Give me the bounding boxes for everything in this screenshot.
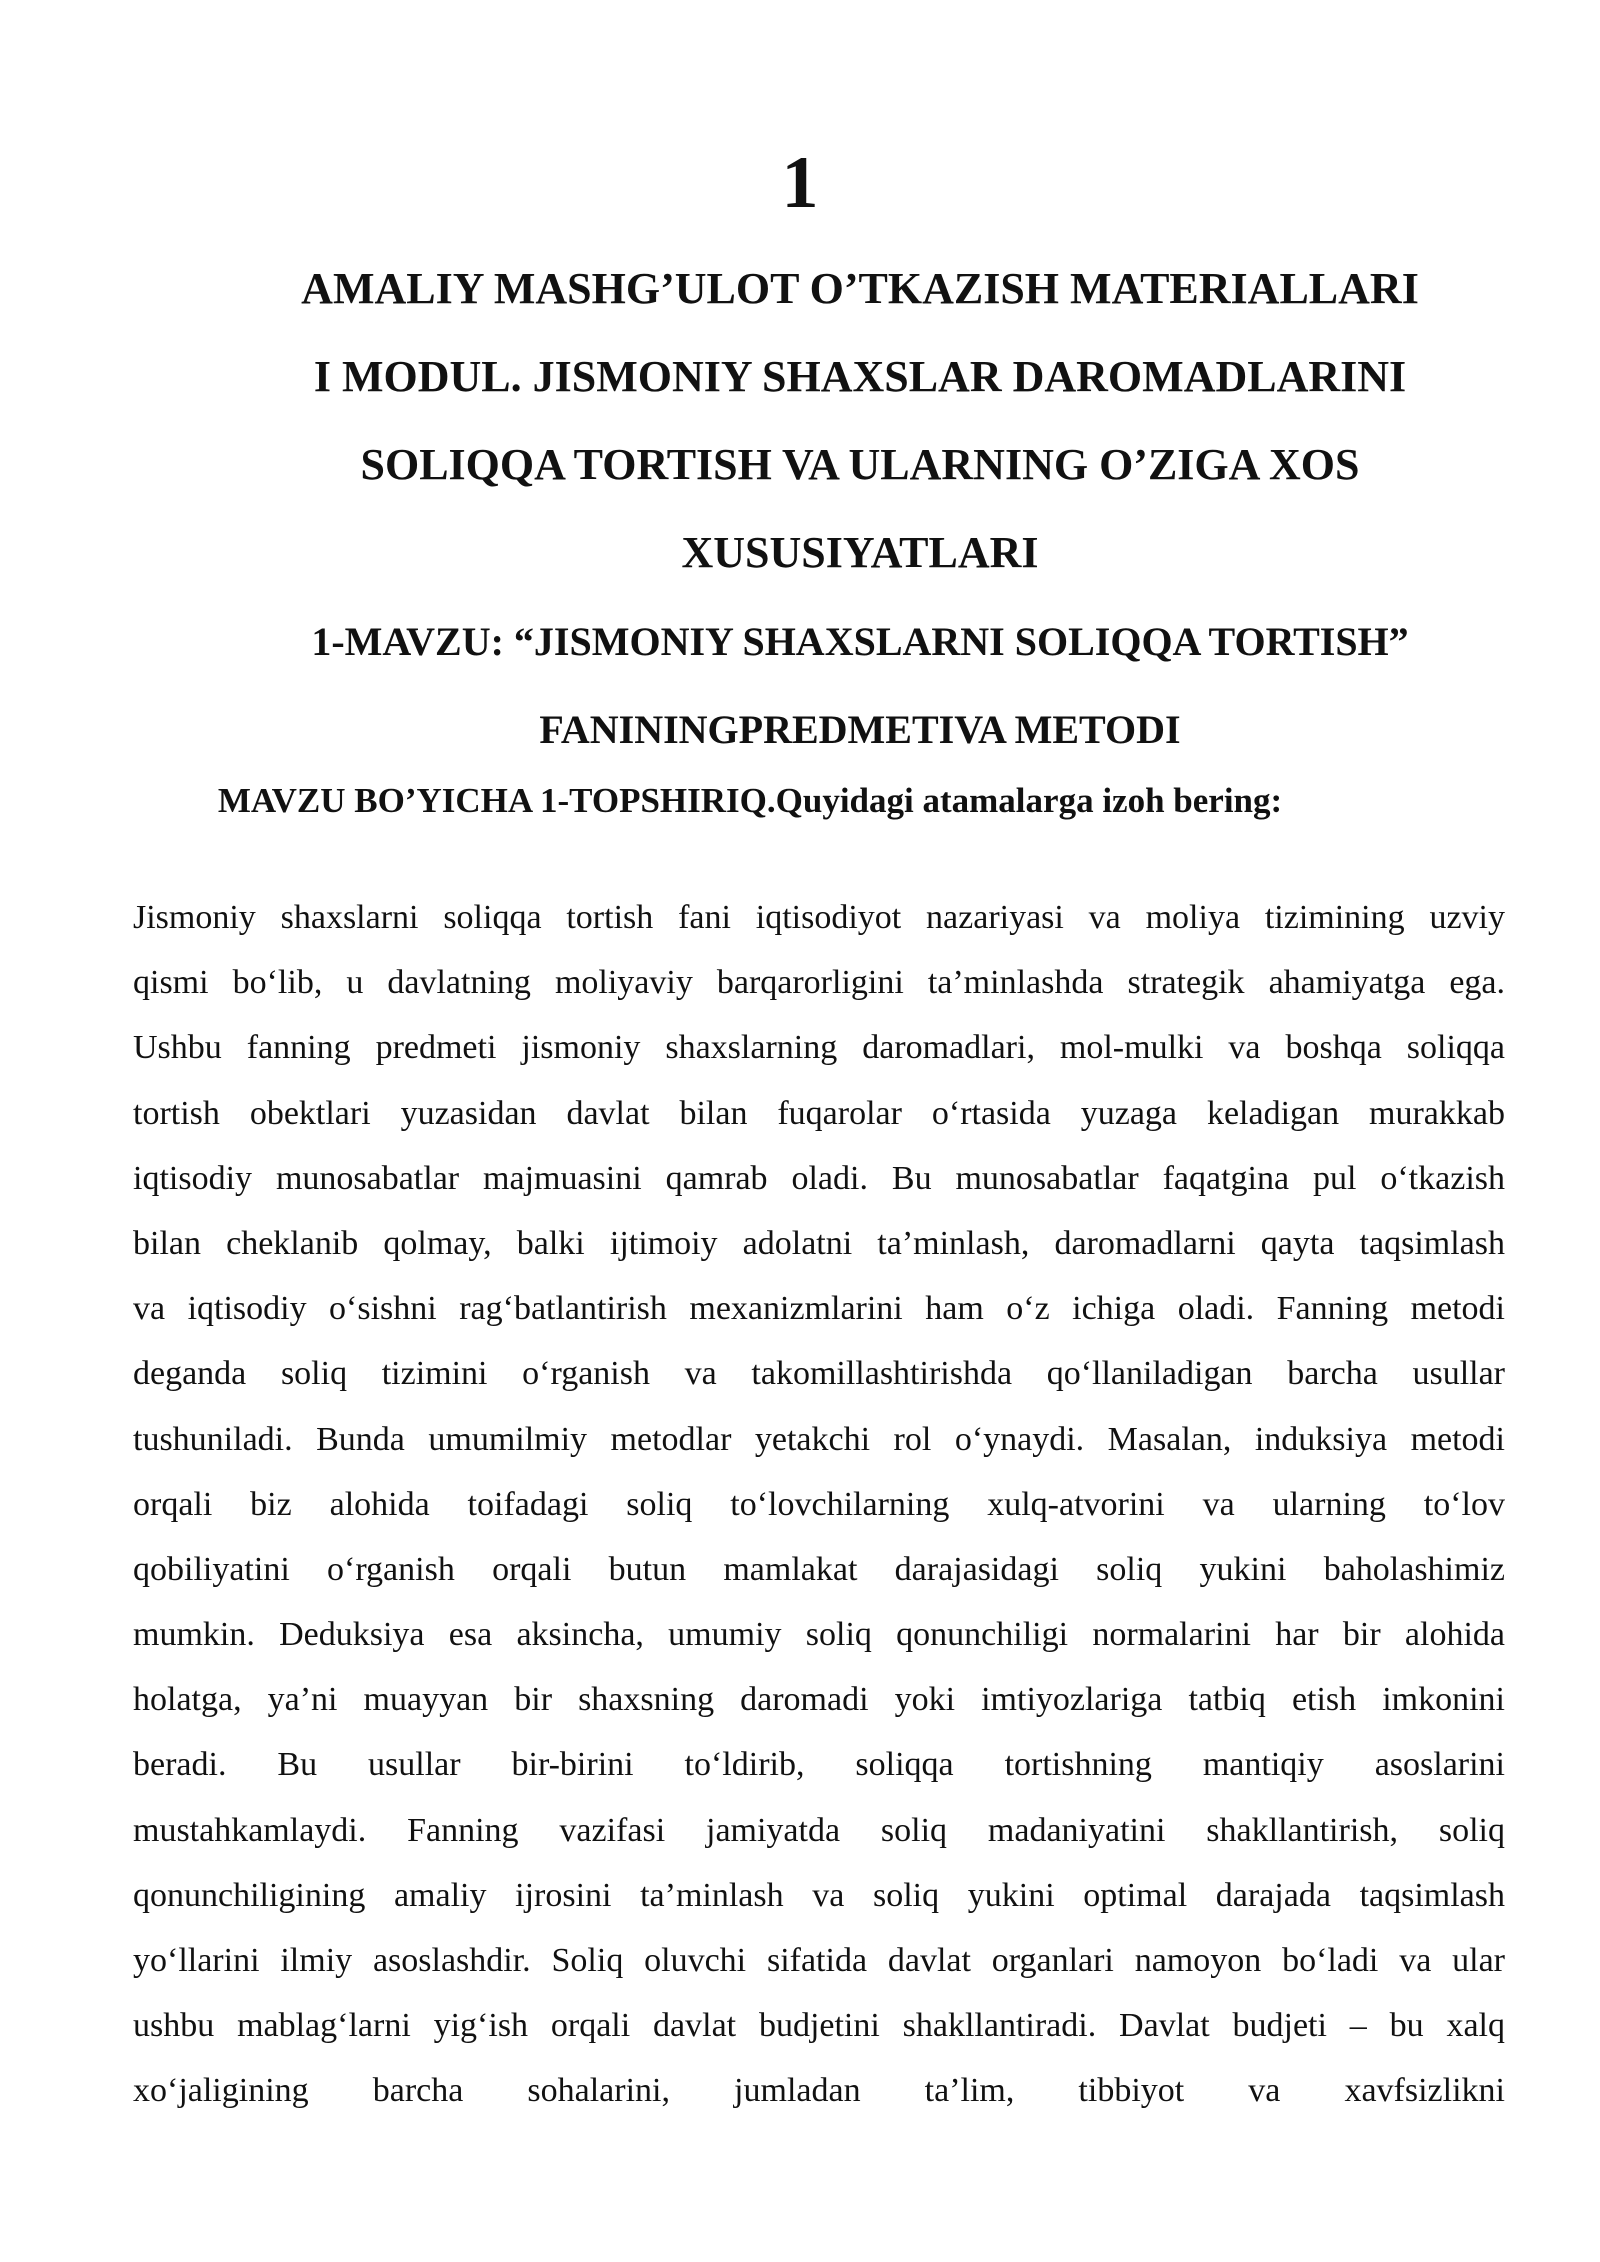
body-line: beradi. Bu usullar bir-birini to‘ldirib, soliqqa tortishning mantiqiy asoslarini: [133, 1746, 1505, 1784]
body-line: va iqtisodiy o‘sishni rag‘batlantirish mexanizmlarini ham o‘z ichiga oladi. Fanning metodi: [133, 1290, 1505, 1328]
page-number: 1: [781, 142, 819, 224]
task-instruction: MAVZU BO’YICHA 1-TOPSHIRIQ.Quyidagi atamalarga izoh bering:: [217, 781, 1283, 820]
body-line: holatga, ya’ni muayyan bir shaxsning daromadi yoki imtiyozlariga tatbiq etish imkonini: [133, 1681, 1505, 1719]
body-line: orqali biz alohida toifadagi soliq to‘lovchilarning xulq-atvorini va ularning to‘lov: [133, 1485, 1505, 1523]
body-line: Jismoniy shaxslarni soliqqa tortish fani iqtisodiyot nazariyasi va moliya tizimining uzviy: [133, 899, 1505, 936]
body-line: Ushbu fanning predmeti jismoniy shaxslarning daromadlari, mol-mulki va boshqa soliqqa: [133, 1029, 1505, 1067]
body-line: qonunchiligining amaliy ijrosini ta’minlash va soliq yukini optimal darajada taqsimlash: [133, 1876, 1505, 1914]
body-line: ushbu mablag‘larni yig‘ish orqali davlat budjetini shakllantiradi. Davlat budjeti – bu xalq: [133, 2007, 1505, 2045]
heading-line-2: I MODUL. JISMONIY SHAXSLAR DAROMADLARINI: [313, 352, 1407, 401]
body-line: deganda soliq tizimini o‘rganish va takomillashtirishda qo‘llaniladigan barcha usullar: [133, 1355, 1505, 1393]
body-line: qobiliyatini o‘rganish orqali butun mamlakat darajasidagi soliq yukini baholashimiz: [133, 1550, 1505, 1588]
topic-title-line-2: FANININGPREDMETIVA METODI: [539, 707, 1181, 752]
body-line: qismi bo‘lib, u davlatning moliyaviy barqarorligini ta’minlashda strategik ahamiyatga ega.: [133, 964, 1505, 1002]
body-line: tortish obektlari yuzasidan davlat bilan fuqarolar o‘rtasida yuzaga keladigan murakkab: [133, 1094, 1505, 1132]
body-line: iqtisodiy munosabatlar majmuasini qamrab oladi. Bu munosabatlar faqatgina pul o‘tkazish: [133, 1159, 1505, 1197]
body-line: mustahkamlaydi. Fanning vazifasi jamiyatda soliq madaniyatini shakllantirish, soliq: [133, 1811, 1505, 1849]
body-line: bilan cheklanib qolmay, balki ijtimoiy adolatni ta’minlash, daromadlarni qayta taqsimlash: [133, 1224, 1505, 1262]
body-line: mumkin. Deduksiya esa aksincha, umumiy soliq qonunchiligi normalarini har bir alohida: [133, 1616, 1505, 1654]
body-paragraph: [133, 885, 1505, 2124]
body-line: xo‘jaligining barcha sohalarini, jumladan ta’lim, tibbiyot va xavfsizlikni: [133, 2072, 1505, 2110]
heading-line-3: SOLIQQA TORTISH VA ULARNING O’ZIGA XOS: [360, 440, 1360, 489]
topic-title-line-1: 1-MAVZU: “JISMONIY SHAXSLARNI SOLIQQA TORTISH”: [311, 619, 1409, 664]
body-line: yo‘llarini ilmiy asoslashdir. Soliq oluvchi sifatida davlat organlari namoyon bo‘ladi va ular: [133, 1942, 1505, 1979]
heading-line-1: AMALIY MASHG’ULOT O’TKAZISH MATERIALLARI: [301, 264, 1419, 313]
body-line: tushuniladi. Bunda umumilmiy metodlar yetakchi rol o‘ynaydi. Masalan, induksiya metodi: [133, 1420, 1505, 1458]
heading-line-4: XUSUSIYATLARI: [681, 528, 1039, 577]
